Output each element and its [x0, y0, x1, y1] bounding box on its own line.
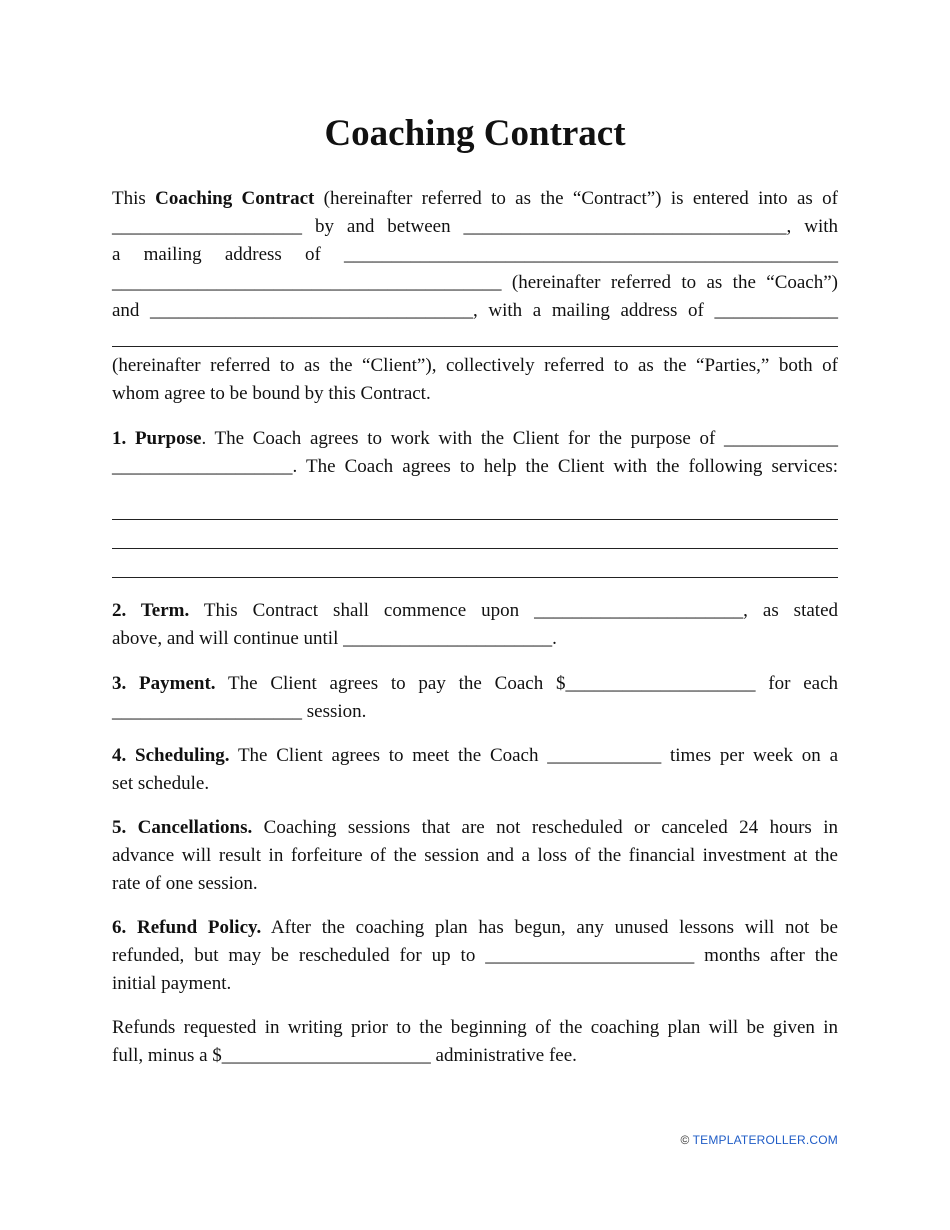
- refund-note-line-2: full, minus a $______________________ administrative fee.: [112, 1045, 577, 1066]
- copyright-symbol: ©: [680, 1133, 690, 1147]
- section-heading: 3. Payment.: [112, 673, 216, 694]
- blank-line: [112, 548, 838, 549]
- payment-line-1: 3. Payment. The Client agrees to pay the Coach $____________________ for each: [112, 673, 839, 694]
- cancellations-line-2: advance will result in forfeiture of the session and a loss of the financial investment at the: [112, 845, 838, 866]
- purpose-line-2: ___________________. The Coach agrees to help the Client with the following services:: [112, 456, 838, 477]
- section-heading: 4. Scheduling.: [112, 745, 230, 766]
- refund-note-line-1: Refunds requested in writing prior to the beginning of the coaching plan will be given in: [112, 1017, 838, 1038]
- refund-line-2: refunded, but may be rescheduled for up to ______________________ months after the: [112, 945, 838, 966]
- intro-line-6: (hereinafter referred to as the “Client”), collectively referred to as the “Parties,” both of: [112, 355, 838, 376]
- scheduling-line-1: 4. Scheduling. The Client agrees to meet the Coach ____________ times per week on a: [112, 745, 838, 766]
- blank-line: [112, 519, 838, 520]
- footer-site-link[interactable]: TEMPLATEROLLER.COM: [692, 1133, 838, 1147]
- refund-line-3: initial payment.: [112, 973, 232, 994]
- intro-line-4: _________________________________________ (hereinafter referred to as the “Coach”): [112, 272, 838, 293]
- cancellations-line-3: rate of one session.: [112, 873, 258, 894]
- blank-line: [112, 577, 838, 578]
- blank-line: [112, 346, 838, 347]
- payment-line-2: ____________________ session.: [112, 701, 367, 722]
- intro-line-3: a mailing address of ____________________________________________________: [112, 244, 838, 265]
- section-heading: 5. Cancellations.: [112, 817, 253, 838]
- intro-line-2: ____________________ by and between __________________________________, with: [112, 216, 838, 237]
- cancellations-line-1: 5. Cancellations. Coaching sessions that are not rescheduled or canceled 24 hours in: [112, 817, 839, 838]
- footer-credit: [112, 1133, 838, 1147]
- purpose-line-1: 1. Purpose. The Coach agrees to work with the Client for the purpose of ____________: [112, 428, 838, 449]
- intro-line-7: whom agree to be bound by this Contract.: [112, 383, 431, 404]
- term-line-1: 2. Term. This Contract shall commence upon ______________________, as stated: [112, 600, 839, 621]
- refund-line-1: 6. Refund Policy. After the coaching plan has begun, any unused lessons will not be: [112, 917, 838, 938]
- section-heading: 6. Refund Policy.: [112, 917, 262, 938]
- scheduling-line-2: set schedule.: [112, 773, 210, 794]
- section-heading: 1. Purpose: [112, 428, 202, 449]
- term-line-2: above, and will continue until ______________________.: [112, 628, 557, 649]
- section-heading: 2. Term.: [112, 600, 190, 621]
- page-title: Coaching Contract: [324, 113, 626, 154]
- intro-line-5: and __________________________________, with a mailing address of _____________: [112, 300, 838, 321]
- intro-line-1: This Coaching Contract (hereinafter referred to as the “Contract”) is entered into as of: [112, 188, 838, 209]
